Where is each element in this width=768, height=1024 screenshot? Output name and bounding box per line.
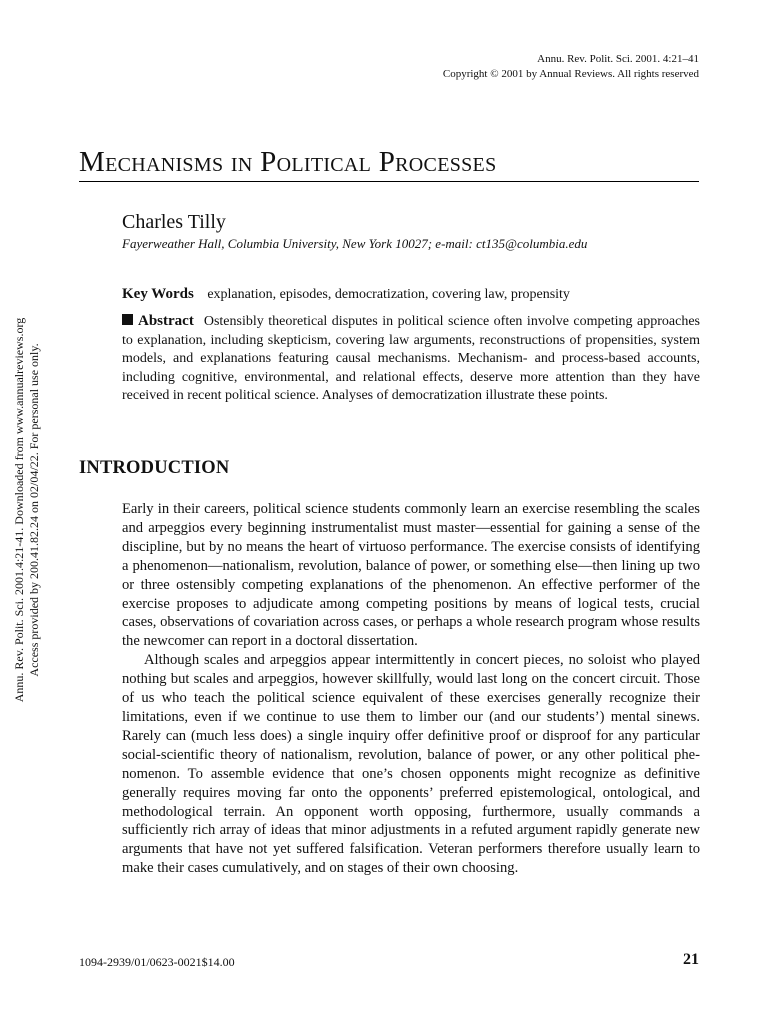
article-code: 1094-2939/01/0623-0021$14.00 [79,955,235,969]
abstract-text: Ostensibly theoretical disputes in political science often involve competing approaches to explanation, including skepticism, covering law arguments, reconstructions of propensities, system models, and explanations featuring causal mechanisms. Mechanism- and process-based accounts, including cognitive, environmental, and relational effects, deserve more attention than they have received in recent political science. Analyses of democratization illustrate these points. [122,314,700,403]
access-notice-line: Access provided by 200.41.82.24 on 02/04/22. For personal use only. [27,343,41,677]
page-number: 21 [683,951,699,968]
download-notice [5,300,49,720]
download-notice-line: Annu. Rev. Polit. Sci. 2001.4:21-41. Downloaded from www.annualreviews.org [12,317,26,703]
abstract-label: Abstract [138,313,194,329]
journal-header [443,52,699,82]
square-bullet-icon [122,314,133,325]
author-name: Charles Tilly [122,211,226,233]
abstract [122,312,700,406]
author-affiliation: Fayerweather Hall, Columbia University, New York 10027; e-mail: ct135@columbia.edu [122,236,588,251]
paragraph: Although scales and arpeggios appear intermittently in concert pieces, no soloist who played nothing but scales and arpeggios, however skillfully, would last long on the concert circuit. Those of us who teach the political science equivalent of these exercises generally recognize their limitations, even if we continue to use them to limber our (and our students’) mental sinews. Rarely can (much less does) a single inquiry offer definitive proof or disproof for any particular social-scientific theory of nationalism, revolution, balance of power, or any other political phenomenon. To assemble evidence that one’s chosen opponents might recognize as definitive generally requires moving far onto the opponents’ preferred epistemological, ontological, and methodological terrain. An opponent worth opposing, furthermore, usually commands a sufficiently rich array of ideas that minor adjustments in a refuted argument rapidly generate new arguments that have not yet suffered falsification. Veteran performers therefore usually learn to make their cases cumulatively, and on stages of their own choosing. [122,652,700,877]
body-text [122,500,700,878]
keywords-text: explanation, episodes, democratization, covering law, propensity [207,287,570,302]
article-title: Mechanisms in Political Processes [79,145,699,182]
section-heading: INTRODUCTION [79,458,230,478]
copyright-notice: Copyright © 2001 by Annual Reviews. All rights reserved [442,68,699,80]
paragraph: Early in their careers, political science students commonly learn an exercise resembling the scales and arpeggios every beginning instrumentalist must master—essential for gaining a sense of the discipline, but by no means the heart of virtuoso performance. The exercise consists of identifying a phenomenon—nationalism, revolution, balance of power, or something else—then lining up two or three ostensibly competing explanations of the phenomenon. An effective performer of the exercise proposes to adjudicate among competing positions by means of logical tests, crucial cases, observations of covariation across cases, or perhaps a whole research program whose results the newcomer can report in a doctoral dissertation. [122,501,700,650]
journal-citation: Annu. Rev. Polit. Sci. 2001. 4:21–41 [537,53,699,65]
keywords-label: Key Words [122,286,194,302]
keywords [122,285,702,304]
